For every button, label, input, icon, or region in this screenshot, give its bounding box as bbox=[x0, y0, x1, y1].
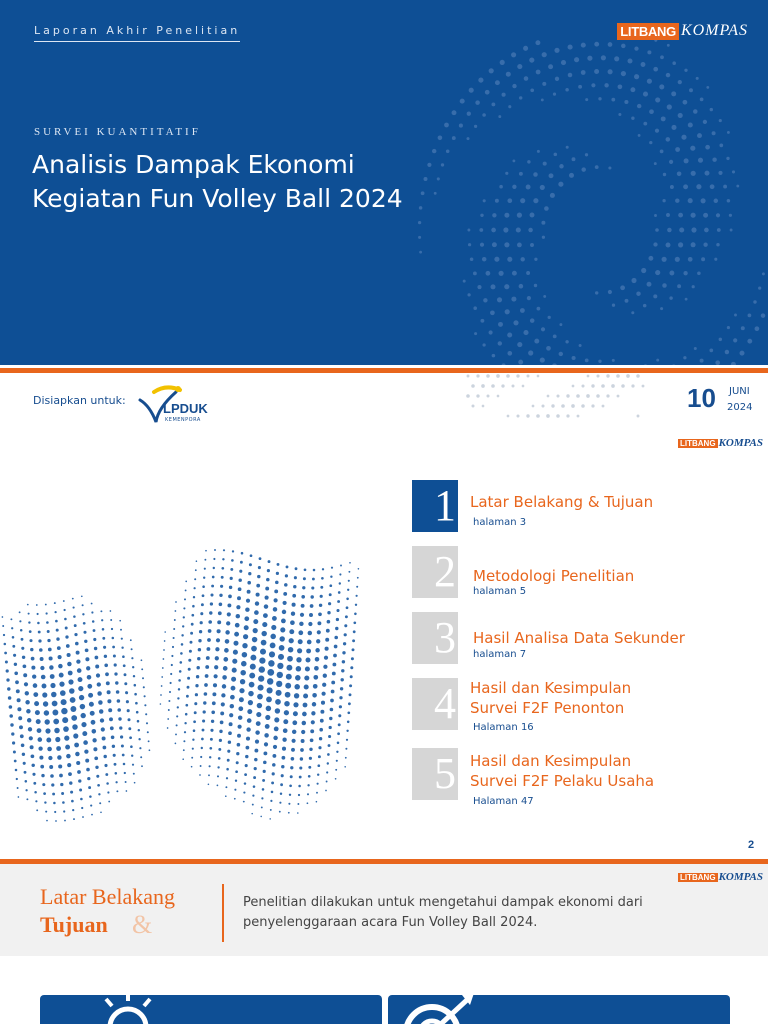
toc-title-4-line1: Hasil dan Kesimpulan bbox=[470, 679, 632, 697]
background-ampersand: & bbox=[132, 910, 153, 939]
toc-logo-kompas-text: KOMPAS bbox=[718, 437, 763, 449]
background-title-line1: Latar Belakang bbox=[40, 884, 175, 909]
lower-dot-pattern bbox=[460, 372, 660, 432]
cover-section bbox=[0, 0, 768, 365]
background-description: Penelitian dilakukan untuk mengetahui dampak ekonomi dari penyelenggaraan acara Fun Volley Ball 2024. bbox=[243, 895, 643, 930]
logo-litbang-text: LITBANG bbox=[617, 23, 679, 40]
toc-number-2: 2 bbox=[412, 546, 458, 598]
background-divider bbox=[222, 884, 224, 942]
survey-type-label: SURVEI KUANTITATIF bbox=[34, 126, 201, 138]
toc-litbang-kompas-logo bbox=[678, 437, 763, 449]
lightbulb-icon bbox=[88, 995, 168, 1024]
litbang-kompas-logo bbox=[617, 22, 748, 40]
toc-page-4: Halaman 16 bbox=[473, 722, 534, 733]
client-name: LPDUK bbox=[163, 401, 208, 416]
bg-logo-kompas-text: KOMPAS bbox=[718, 871, 763, 883]
toc-title-5-line2: Survei F2F Pelaku Usaha bbox=[470, 772, 655, 790]
prepared-for-label: Disiapkan untuk: bbox=[33, 394, 126, 407]
toc-number-1: 1 bbox=[412, 480, 458, 532]
info-card-left bbox=[40, 995, 382, 1024]
date-month: JUNI bbox=[729, 386, 750, 397]
toc-logo-litbang-text: LITBANG bbox=[680, 438, 716, 448]
toc-title-2: Metodologi Penelitian bbox=[473, 567, 635, 585]
toc-title-1: Latar Belakang & Tujuan bbox=[470, 493, 654, 511]
date-year: 2024 bbox=[727, 402, 753, 413]
report-title: Analisis Dampak Ekonomi Kegiatan Fun Volley Ball 2024 bbox=[32, 150, 403, 213]
toc-title-3: Hasil Analisa Data Sekunder bbox=[473, 629, 685, 647]
info-card-right bbox=[388, 995, 730, 1024]
client-subtitle: KEMENPORA bbox=[165, 417, 201, 423]
toc-page-3: halaman 7 bbox=[473, 649, 527, 660]
bg-litbang-kompas-logo bbox=[678, 871, 763, 883]
report-label: Laporan Akhir Penelitian bbox=[34, 24, 240, 42]
date-day: 10 bbox=[687, 383, 716, 413]
toc-page-5: Halaman 47 bbox=[473, 796, 534, 807]
bg-logo-litbang-text: LITBANG bbox=[680, 872, 716, 882]
toc-page-2: halaman 5 bbox=[473, 586, 527, 597]
toc-page-1: halaman 3 bbox=[473, 517, 527, 528]
logo-kompas-text: KOMPAS bbox=[680, 22, 748, 39]
background-title-line2: Tujuan bbox=[40, 912, 108, 937]
toc-number-4: 4 bbox=[412, 678, 458, 730]
page-number: 2 bbox=[748, 839, 755, 851]
toc-number-5: 5 bbox=[412, 748, 458, 800]
toc-title-4-line2: Survei F2F Penonton bbox=[470, 699, 625, 717]
toc-title-5-line1: Hasil dan Kesimpulan bbox=[470, 752, 632, 770]
toc-number-3: 3 bbox=[412, 612, 458, 664]
target-icon bbox=[398, 995, 478, 1024]
toc-dot-pattern bbox=[0, 540, 400, 860]
